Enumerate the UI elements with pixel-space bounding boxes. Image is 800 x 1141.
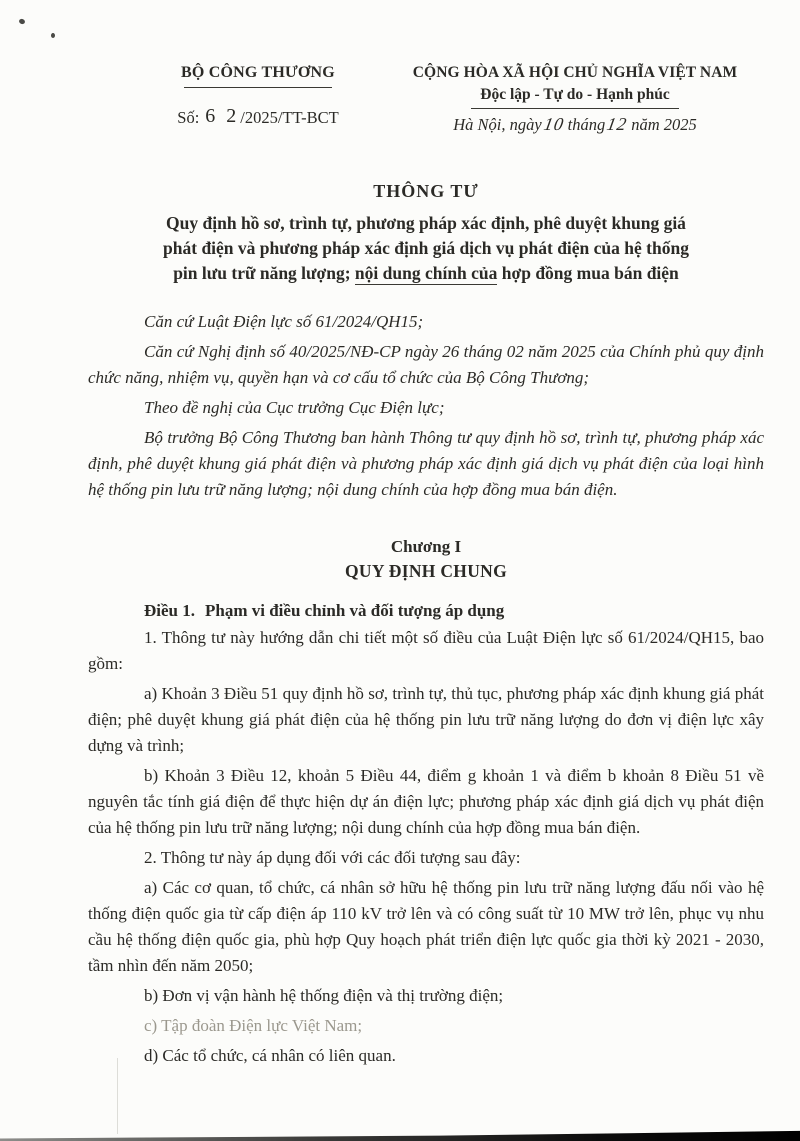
subtitle-line-2: phát điện và phương pháp xác định giá dịch vụ phát điện của hệ thống <box>163 238 689 258</box>
place-date-prefix: Hà Nội, ngày <box>453 115 542 134</box>
document-header <box>88 64 764 135</box>
document-content <box>88 64 764 1069</box>
subtitle-line-3 <box>88 261 764 286</box>
body-paragraph: c) Tập đoàn Điện lực Việt Nam; <box>144 1016 363 1035</box>
body-paragraph: b) Khoản 3 Điều 12, khoản 5 Điều 44, điểm g khoản 1 và điểm b khoản 8 Điều 51 về nguyên tắc tính giá điện để thực hiện dự án điện lực; phương pháp xác định giá dịch vụ phát điện của hệ thống pin lưu trữ năng lượng; nội dung chính của hợp đồng mua bán điện. <box>88 766 764 837</box>
article-body <box>88 625 764 1069</box>
article-title: Phạm vi điều chỉnh và đối tượng áp dụng <box>205 601 505 620</box>
preamble-paragraph: Căn cứ Luật Điện lực số 61/2024/QH15; <box>144 312 424 331</box>
chapter-title: QUY ĐỊNH CHUNG <box>344 561 508 581</box>
document-number-handwritten: 6 2 <box>205 105 240 127</box>
issuing-authority-name: BỘ CÔNG THƯƠNG <box>181 64 335 81</box>
preamble-section <box>88 309 764 503</box>
preamble-paragraph: Bộ trưởng Bộ Công Thương ban hành Thông tư quy định hồ sơ, trình tự, phương pháp xác định, phê duyệt khung giá phát điện và phương pháp xác định giá dịch vụ phát điện của loại hình hệ thống pin lưu trữ năng lượng; nội dung chính của hợp đồng mua bán điện. <box>88 428 764 499</box>
authority-underline <box>184 87 332 88</box>
scan-speck <box>51 33 55 38</box>
scan-bottom-edge <box>0 1127 800 1141</box>
article-number: Điều 1. <box>144 601 195 620</box>
subtitle-underlined-phrase: nội dung chính của <box>354 263 498 283</box>
body-paragraph: b) Đơn vị vận hành hệ thống điện và thị trường điện; <box>144 986 504 1005</box>
subtitle-line-3-pre: pin lưu trữ năng lượng; <box>173 263 355 283</box>
body-paragraph: 1. Thông tư này hướng dẫn chi tiết một số điều của Luật Điện lực số 61/2024/QH15, bao gồm: <box>88 628 764 673</box>
document-subtitle <box>88 211 764 286</box>
handwritten-month: 12 <box>605 114 630 134</box>
place-date-line <box>386 114 764 135</box>
document-number <box>138 106 378 129</box>
body-paragraph: 2. Thông tư này áp dụng đối với các đối tượng sau đây: <box>144 848 521 867</box>
national-title: CỘNG HÒA XÃ HỘI CHỦ NGHĨA VIỆT NAM <box>412 64 738 81</box>
article-heading <box>88 601 764 621</box>
document-number-suffix: /2025/TT-BCT <box>240 108 339 127</box>
document-type-title: THÔNG TƯ <box>373 181 479 201</box>
subtitle-line-3-post: hợp đồng mua bán điện <box>497 263 679 283</box>
document-number-label: Số: <box>177 108 200 127</box>
scan-speck <box>18 18 25 25</box>
preamble-paragraph: Theo đề nghị của Cục trưởng Cục Điện lực; <box>144 398 445 417</box>
chapter-heading <box>88 537 764 582</box>
year-part: năm 2025 <box>631 115 697 134</box>
subtitle-line-1: Quy định hồ sơ, trình tự, phương pháp xác định, phê duyệt khung giá <box>166 213 686 233</box>
body-paragraph: a) Các cơ quan, tổ chức, cá nhân sở hữu hệ thống pin lưu trữ năng lượng đấu nối vào hệ thống điện quốc gia từ cấp điện áp 110 kV trở lên và có công suất từ 10 MW trở lên, phục vụ nhu cầu hệ thống điện quốc gia, phù hợp Quy hoạch phát triển điện lực quốc gia thời kỳ 2021 - 2030, tầm nhìn đến năm 2050; <box>88 878 764 975</box>
preamble-paragraph: Căn cứ Nghị định số 40/2025/NĐ-CP ngày 26 tháng 02 năm 2025 của Chính phủ quy định chức năng, nhiệm vụ, quyền hạn và cơ cấu tổ chức của Bộ Công Thương; <box>88 342 764 387</box>
motto-underline <box>471 108 679 109</box>
national-header-block <box>386 64 764 135</box>
body-paragraph: a) Khoản 3 Điều 51 quy định hồ sơ, trình tự, thủ tục, phương pháp xác định khung giá phát điện; phê duyệt khung giá phát điện của hệ thống pin lưu trữ năng lượng do đơn vị điện lực xây dựng và trình; <box>88 684 764 755</box>
chapter-label: Chương I <box>390 537 462 556</box>
national-motto: Độc lập - Tự do - Hạnh phúc <box>480 86 670 103</box>
body-paragraph: d) Các tổ chức, cá nhân có liên quan. <box>144 1046 396 1065</box>
scan-fold-line <box>117 1058 118 1134</box>
month-word: tháng <box>567 115 606 134</box>
issuing-authority-block <box>138 64 378 129</box>
handwritten-day: 10 <box>541 114 566 134</box>
